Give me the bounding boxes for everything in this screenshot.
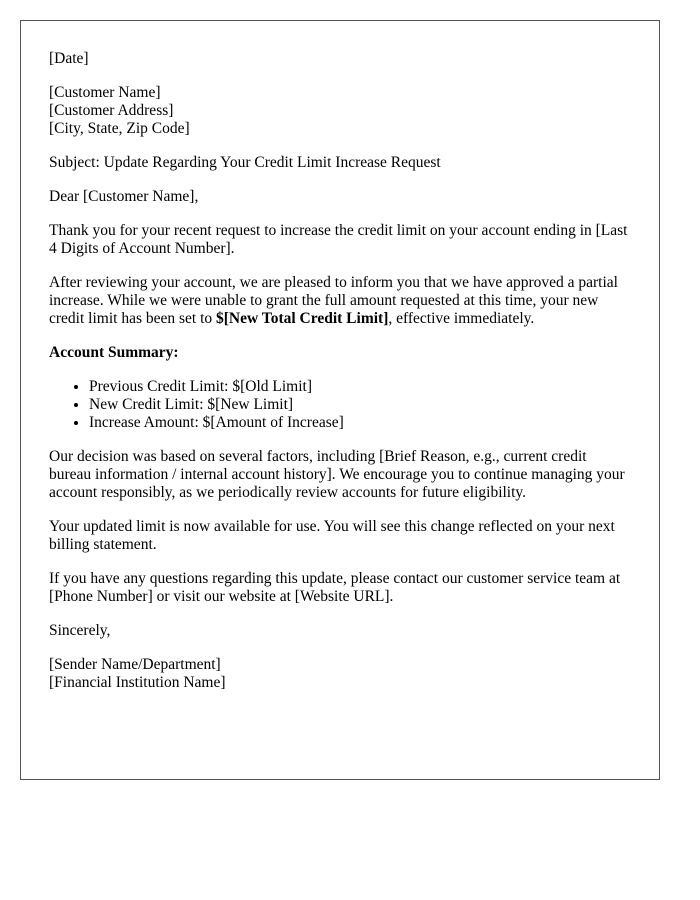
summary-item-previous-limit: • Previous Credit Limit: $[Old Limit]	[89, 378, 631, 396]
recipient-city: [City, State, Zip Code]	[49, 120, 190, 137]
summary-item-new-limit: • New Credit Limit: $[New Limit]	[89, 396, 631, 414]
closing: Sincerely,	[49, 622, 111, 639]
letter-subject: Subject: Update Regarding Your Credit Limit Increase Request	[49, 154, 441, 171]
new-credit-limit-value: $[New Total Credit Limit]	[216, 310, 389, 327]
approval-paragraph	[49, 274, 631, 328]
account-summary-list	[49, 378, 631, 432]
institution-name: [Financial Institution Name]	[49, 674, 226, 691]
recipient-street: [Customer Address]	[49, 102, 174, 119]
signature-block	[49, 656, 631, 692]
decision-paragraph: Our decision was based on several factors, including [Brief Reason, e.g., current credit bureau information / internal account history]. We encourage you to continue managing your account responsibly, as we periodically review accounts for future eligibility.	[49, 448, 625, 501]
availability-paragraph: Your updated limit is now available for use. You will see this change reflected on your next billing statement.	[49, 518, 615, 553]
summary-item-increase-amount: • Increase Amount: $[Amount of Increase]	[89, 414, 631, 432]
approval-text-before: After reviewing your account, we are pleased to inform you that we have approved a partial increase. While we were unable to grant the full amount requested at this time, your new credit limit has been set to	[49, 274, 618, 327]
letter-document	[20, 20, 660, 780]
recipient-name: [Customer Name]	[49, 84, 161, 101]
salutation: Dear [Customer Name],	[49, 188, 199, 205]
contact-paragraph: If you have any questions regarding this update, please contact our customer service team at [Phone Number] or visit our website at [Website URL].	[49, 570, 621, 605]
intro-paragraph: Thank you for your recent request to increase the credit limit on your account ending in [Last 4 Digits of Account Number].	[49, 222, 628, 257]
sender-name: [Sender Name/Department]	[49, 656, 221, 673]
approval-text-after: , effective immediately.	[388, 310, 535, 327]
recipient-address	[49, 84, 631, 138]
letter-date: [Date]	[49, 50, 89, 67]
account-summary-heading: Account Summary:	[49, 344, 179, 361]
